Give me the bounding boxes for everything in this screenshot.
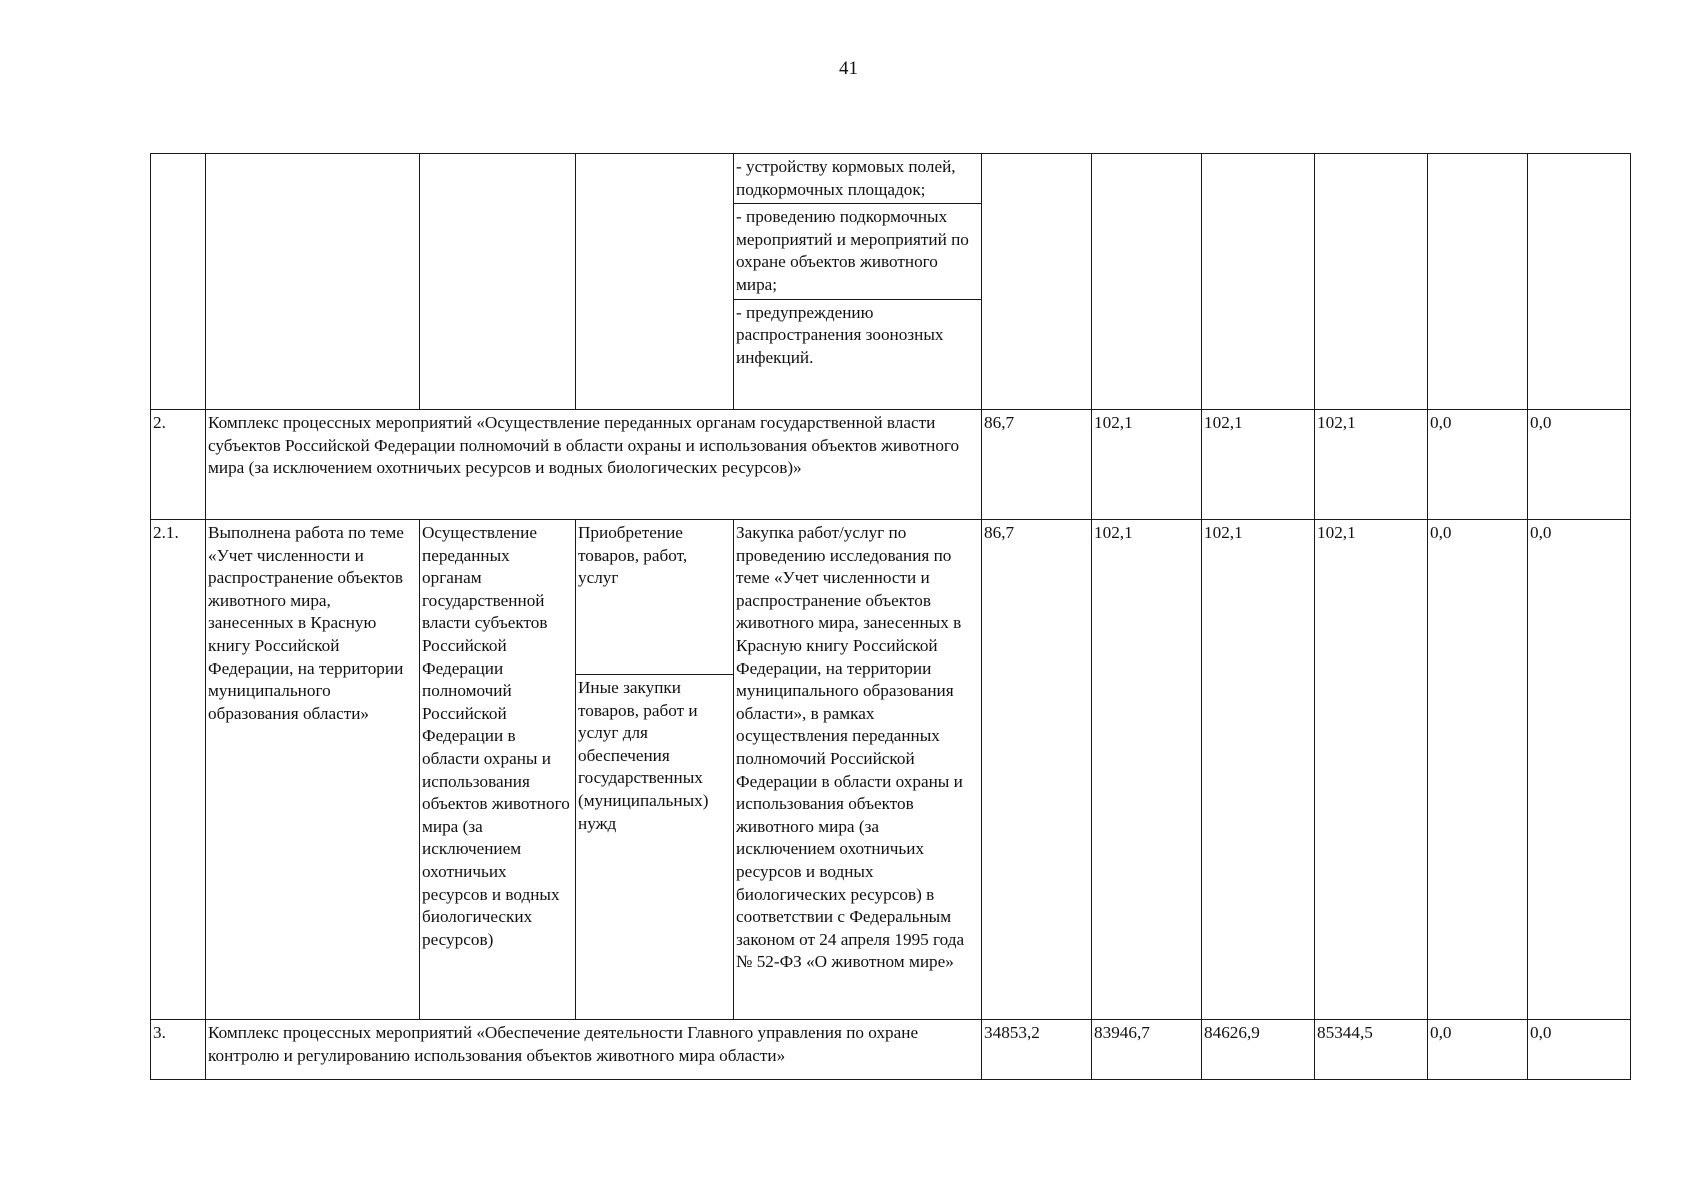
continuation-result-cell — [206, 154, 420, 410]
continuation-value-cell — [982, 154, 1092, 410]
continuation-item: - устройству кормовых полей, подкормочных площадок; — [734, 154, 981, 204]
value-cell: 102,1 — [1202, 410, 1315, 520]
value-cell: 0,0 — [1428, 520, 1528, 1020]
continuation-value-cell — [1315, 154, 1428, 410]
value-cell: 84626,9 — [1202, 1020, 1315, 1080]
continuation-value-cell — [1092, 154, 1202, 410]
table-row-2 — [151, 410, 1631, 520]
value-cell: 0,0 — [1528, 1020, 1631, 1080]
complex-name: Комплекс процессных мероприятий «Обеспечение деятельности Главного управления по охране контролю и регулированию использования объектов животного мира области» — [206, 1020, 982, 1080]
row-number: 2. — [151, 410, 206, 520]
page-number: 41 — [839, 58, 858, 79]
complex-name: Комплекс процессных мероприятий «Осуществление переданных органам государственной власти субъектов Российской Федерации полномочий в области охраны и использования объектов животного мира (за исключением охотничьих ресурсов и водных биологических ресурсов)» — [206, 410, 982, 520]
value-cell: 83946,7 — [1092, 1020, 1202, 1080]
continuation-value-cell — [1202, 154, 1315, 410]
continuation-num-cell — [151, 154, 206, 410]
result-cell: Выполнена работа по теме «Учет численности и распространение объектов животного мира, занесенных в Красную книгу Российской Федерации, на территории муниципального образования области» — [206, 520, 420, 1020]
description-cell: Закупка работ/услуг по проведению исследования по теме «Учет численности и распространение объектов животного мира, занесенных в Красную книгу Российской Федерации, на территории муниципального образования области», в рамках осуществления переданных полномочий Российской Федерации в области охраны и использования объектов животного мира (за исключением охотничьих ресурсов и водных биологических ресурсов) в соответствии с Федеральным законом от 24 апреля 1995 года № 52-ФЗ «О животном мире» — [734, 520, 982, 1020]
value-cell: 0,0 — [1428, 1020, 1528, 1080]
continuation-item: - предупреждению распространения зоонозных инфекций. — [736, 302, 944, 367]
value-cell: 102,1 — [1092, 520, 1202, 1020]
table-row-2-1 — [151, 520, 1631, 1020]
value-cell: 102,1 — [1092, 410, 1202, 520]
continuation-value-cell — [1428, 154, 1528, 410]
continuation-item: - проведению подкормочных мероприятий и мероприятий по охране объектов животного мира; — [734, 204, 981, 299]
row-number: 3. — [151, 1020, 206, 1080]
value-cell: 34853,2 — [982, 1020, 1092, 1080]
continuation-expense-cell — [576, 154, 734, 410]
continuation-value-cell — [1528, 154, 1631, 410]
value-cell: 0,0 — [1528, 520, 1631, 1020]
value-cell: 86,7 — [982, 520, 1092, 1020]
value-cell: 0,0 — [1528, 410, 1631, 520]
continuation-direction-cell — [420, 154, 576, 410]
value-cell: 0,0 — [1428, 410, 1528, 520]
value-cell: 102,1 — [1315, 520, 1428, 1020]
value-cell: 102,1 — [1315, 410, 1428, 520]
expense-type-cell — [576, 520, 734, 1020]
value-cell: 86,7 — [982, 410, 1092, 520]
expense-type-secondary: Иные закупки товаров, работ и услуг для обеспечения государственных (муниципальных) нужд — [578, 678, 709, 833]
program-table — [150, 153, 1631, 1080]
expense-type-primary: Приобретение товаров, работ, услуг — [576, 520, 733, 675]
table-row-3 — [151, 1020, 1631, 1080]
row-number: 2.1. — [151, 520, 206, 1020]
continuation-row — [151, 154, 1631, 410]
continuation-description-cell — [734, 154, 982, 410]
value-cell: 85344,5 — [1315, 1020, 1428, 1080]
direction-cell: Осуществление переданных органам государственной власти субъектов Российской Федерации полномочий Российской Федерации в области охраны и использования объектов животного мира (за исключением охотничьих ресурсов и водных биологических ресурсов) — [420, 520, 576, 1020]
value-cell: 102,1 — [1202, 520, 1315, 1020]
